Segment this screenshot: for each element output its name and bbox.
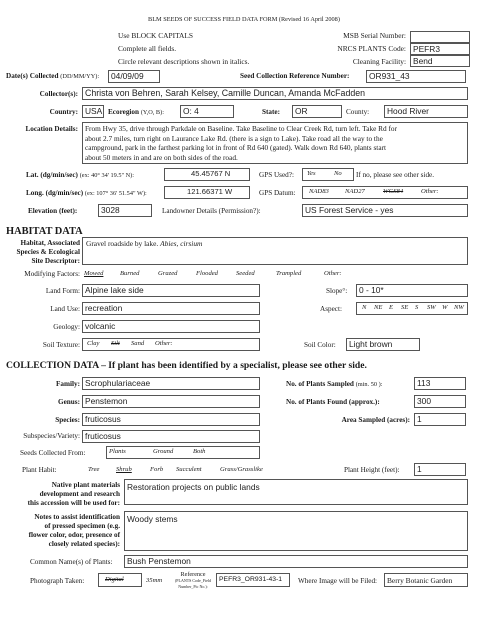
- landowner-label: Landowner Details (Permission?):: [162, 207, 261, 215]
- gps-yes-option[interactable]: Yes: [307, 170, 316, 177]
- species-label: Species:: [55, 416, 80, 424]
- location-field[interactable]: [82, 122, 468, 164]
- instruction-block-capitals: Use BLOCK CAPITALS: [118, 31, 193, 40]
- habitat-descriptor-field[interactable]: [82, 237, 468, 265]
- gps-used-label: GPS Used?:: [259, 171, 294, 179]
- habitat-descriptor-text: Gravel roadside by lake. Abies, cirsium: [86, 239, 203, 248]
- habitat-heading: HABITAT DATA: [6, 226, 83, 237]
- photo-reference-label: Reference (PLANTS Code_Field Number_Pic No.):: [174, 571, 212, 589]
- area-sampled-label: Area Sampled (acres):: [341, 416, 410, 424]
- soil-other-option[interactable]: Other:: [155, 340, 173, 347]
- location-line: campground, park in the farthest parking lot in front of Rd 640 (gated). Walk down Rd 640, plants start: [85, 143, 387, 153]
- ecoregion-label: Ecoregion (Y,O, B):: [108, 108, 164, 116]
- plant-height-label: Plant Height (feet):: [344, 466, 400, 474]
- habit-grass-option[interactable]: Grass/Grasslike: [220, 466, 263, 473]
- location-label: Location Details:: [25, 125, 78, 133]
- location-line: From Hwy 35, drive through Parkdale on Baseline. Take Baseline to Clear Creek Rd, turn left. Take Rd for: [85, 124, 397, 133]
- form-title: BLM SEEDS OF SUCCESS FIELD DATA FORM (Revised 16 April 2008): [148, 16, 340, 23]
- ecoregion-field[interactable]: O: 4: [180, 105, 234, 118]
- msb-serial-field[interactable]: [410, 31, 470, 43]
- land-form-field[interactable]: Alpine lake side: [82, 284, 260, 297]
- nrcs-code-label: NRCS PLANTS Code:: [337, 44, 406, 53]
- gps-datum-label: GPS Datum:: [259, 189, 296, 197]
- plant-habit-label: Plant Habit:: [22, 466, 57, 474]
- seeds-both-option[interactable]: Both: [193, 448, 206, 455]
- notes-field[interactable]: Woody stems: [124, 511, 468, 551]
- modifying-factors-label: Modifying Factors:: [24, 270, 80, 278]
- photo-digital-option[interactable]: Digital: [105, 576, 124, 583]
- county-label: County:: [346, 108, 370, 116]
- elevation-field[interactable]: 3028: [98, 204, 152, 217]
- aspect-ne-option[interactable]: NE: [374, 304, 383, 311]
- country-label: Country:: [49, 108, 78, 116]
- mod-burned-option[interactable]: Burned: [120, 270, 140, 277]
- plant-height-field[interactable]: 1: [414, 463, 466, 476]
- photo-35mm-option[interactable]: 35mm: [146, 577, 163, 584]
- mod-trampled-option[interactable]: Trampled: [276, 270, 302, 277]
- land-use-label: Land Use:: [50, 305, 80, 313]
- mod-mowed-option[interactable]: Mowed: [84, 270, 104, 277]
- mod-grazed-option[interactable]: Grazed: [158, 270, 178, 277]
- native-materials-label: Native plant materials development and research this accession will be used for:: [27, 481, 120, 507]
- gps-note: If no, please see other side.: [356, 171, 435, 179]
- family-label: Family:: [56, 380, 80, 388]
- aspect-n-option[interactable]: N: [362, 304, 367, 311]
- soil-color-label: Soil Color:: [304, 341, 336, 349]
- native-materials-field[interactable]: Restoration projects on public lands: [124, 479, 468, 505]
- mod-seeded-option[interactable]: Seeded: [236, 270, 255, 277]
- date-collected-field[interactable]: 04/09/09: [108, 70, 160, 83]
- location-text: [85, 124, 467, 162]
- datum-wgs84-option[interactable]: WGS84: [383, 188, 404, 195]
- habitat-descriptor-label: Habitat, Associated Species & Ecological Site Descriptor:: [16, 239, 80, 265]
- collectors-field[interactable]: Christa von Behren, Sarah Kelsey, Camille Duncan, Amanda McFadden: [82, 87, 468, 100]
- subspecies-label: Subspecies/Variety:: [23, 432, 80, 440]
- plants-found-label: No. of Plants Found (approx.):: [286, 398, 380, 406]
- datum-other-option[interactable]: Other:: [421, 188, 439, 195]
- location-line: about 2.7 miles, turn right on Laurance Lake Rd. (there is a sign to Lake). Take road all the way to the: [85, 133, 383, 143]
- gps-no-option[interactable]: No: [334, 170, 342, 177]
- photograph-label: Photograph Taken:: [30, 577, 85, 585]
- seeds-ground-option[interactable]: Ground: [153, 448, 174, 455]
- longitude-label: Long. (dg/min/sec) (ex: 107° 36' 51.54" W):: [26, 189, 147, 197]
- soil-texture-label: Soil Texture:: [42, 341, 80, 349]
- county-field[interactable]: Hood River: [384, 105, 468, 118]
- seeds-plants-option[interactable]: Plants: [109, 448, 126, 455]
- landowner-field[interactable]: US Forest Service - yes: [302, 204, 468, 217]
- seeds-from-label: Seeds Collected From:: [20, 449, 86, 457]
- common-name-field[interactable]: Bush Penstemon: [124, 555, 468, 568]
- msb-serial-label: MSB Serial Number:: [343, 31, 406, 40]
- subspecies-field[interactable]: fruticosus: [82, 430, 260, 443]
- collection-heading: COLLECTION DATA – If plant has been identified by a specialist, please see other side.: [6, 360, 367, 371]
- aspect-field[interactable]: [356, 302, 468, 315]
- cleaning-facility-label: Cleaning Facility:: [352, 57, 406, 66]
- family-field[interactable]: Scrophulariaceae: [82, 377, 260, 390]
- instruction-complete-fields: Complete all fields.: [118, 44, 177, 53]
- genus-field[interactable]: Penstemon: [82, 395, 260, 408]
- gps-datum-field[interactable]: [302, 186, 468, 199]
- latitude-label: Lat. (dg/min/sec) (ex: 40° 34' 19.5" N):: [26, 171, 135, 179]
- soil-sand-option[interactable]: Sand: [131, 340, 145, 347]
- land-form-label: Land Form:: [45, 287, 80, 295]
- elevation-label: Elevation (feet):: [28, 207, 78, 215]
- seed-reference-field[interactable]: OR931_43: [366, 70, 466, 83]
- habit-forb-option[interactable]: Forb: [150, 466, 164, 473]
- date-collected-label: Date(s) Collected (DD/MM/YY):: [6, 72, 100, 80]
- slope-field[interactable]: 0 - 10*: [356, 284, 468, 297]
- genus-label: Genus:: [58, 398, 80, 406]
- habit-shrub-option[interactable]: Shrub: [116, 466, 132, 473]
- aspect-w-option[interactable]: W: [442, 304, 448, 311]
- mod-other-option[interactable]: Other:: [324, 270, 342, 277]
- cleaning-facility-field[interactable]: Bend: [410, 55, 470, 67]
- aspect-nw-option[interactable]: NW: [454, 304, 464, 311]
- photo-digital-field[interactable]: [98, 573, 142, 587]
- area-sampled-field[interactable]: 1: [414, 413, 466, 426]
- common-name-label: Common Name(s) of Plants:: [30, 558, 113, 566]
- longitude-field[interactable]: 121.66371 W: [164, 186, 250, 199]
- geology-label: Geology:: [53, 323, 80, 331]
- soil-color-field[interactable]: Light brown: [346, 338, 420, 351]
- image-filed-label: Where Image will be Filed:: [298, 577, 378, 585]
- aspect-label: Aspect:: [320, 305, 342, 313]
- mod-flooded-option[interactable]: Flooded: [196, 270, 218, 277]
- photo-reference-field[interactable]: PEFR3_OR931-43-1: [216, 573, 290, 587]
- datum-nad27-option[interactable]: NAD27: [345, 188, 365, 195]
- habit-tree-option[interactable]: Tree: [88, 466, 100, 473]
- soil-silt-option[interactable]: Silt: [111, 340, 120, 347]
- image-filed-field[interactable]: Berry Botanic Garden: [384, 573, 468, 587]
- aspect-sw-option[interactable]: SW: [427, 304, 436, 311]
- notes-label: Notes to assist identification of pressed specimen (e.g. flower color, odor, presence of closely related species):: [28, 513, 120, 548]
- state-label: State:: [262, 108, 280, 116]
- instruction-circle: Circle relevant descriptions shown in italics.: [118, 57, 250, 66]
- geology-field[interactable]: volcanic: [82, 320, 260, 333]
- plants-found-field[interactable]: 300: [414, 395, 466, 408]
- plants-sampled-label: No. of Plants Sampled (min. 50 ):: [286, 380, 383, 388]
- aspect-se-option[interactable]: SE: [401, 304, 409, 311]
- state-field[interactable]: OR: [292, 105, 342, 118]
- aspect-e-option[interactable]: E: [389, 304, 394, 311]
- datum-nad83-option[interactable]: NAD83: [309, 188, 329, 195]
- soil-clay-option[interactable]: Clay: [87, 340, 100, 347]
- seeds-from-field[interactable]: [106, 446, 260, 459]
- species-field[interactable]: fruticosus: [82, 413, 260, 426]
- collectors-label: Collector(s):: [39, 90, 78, 98]
- country-field[interactable]: USA: [82, 105, 104, 118]
- nrcs-code-field[interactable]: PEFR3: [410, 43, 470, 55]
- habit-succulent-option[interactable]: Succulent: [176, 466, 202, 473]
- slope-label: Slope°:: [326, 287, 348, 295]
- latitude-field[interactable]: 45.45767 N: [164, 168, 250, 181]
- aspect-s-option[interactable]: S: [415, 304, 419, 311]
- gps-used-field[interactable]: [302, 168, 354, 181]
- seed-reference-label: Seed Collection Reference Number:: [240, 72, 350, 80]
- plants-sampled-field[interactable]: 113: [414, 377, 466, 390]
- location-line: about 50 meters in and are on both sides of the road.: [85, 152, 238, 162]
- soil-texture-field[interactable]: [82, 338, 260, 351]
- land-use-field[interactable]: recreation: [82, 302, 260, 315]
